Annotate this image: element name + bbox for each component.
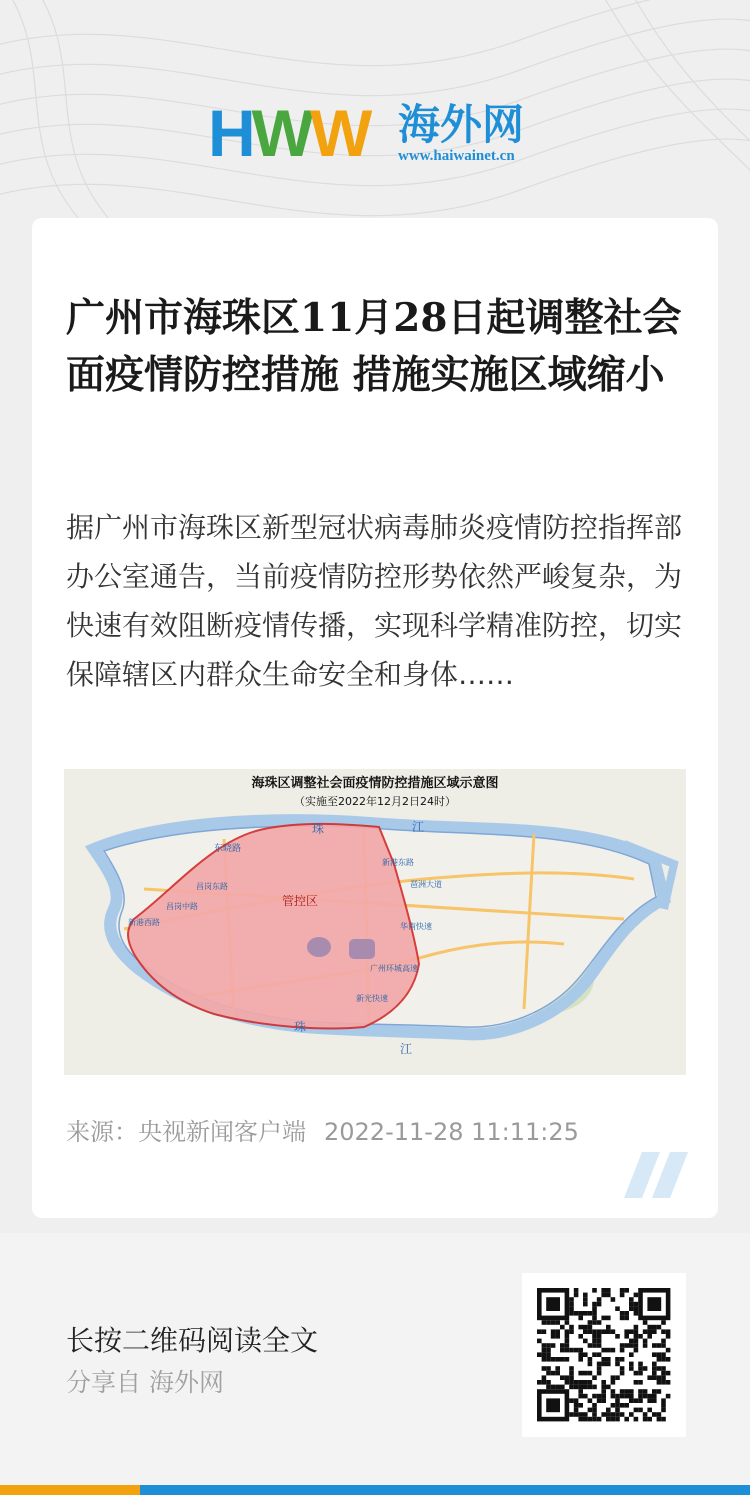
article-source: 来源：央视新闻客户端 [66,1118,306,1146]
article-datetime: 2022-11-28 11:11:25 [324,1118,579,1146]
map-label-river-zhu-top: 珠 [312,822,325,836]
map-label-river-jiang-bottom: 江 [400,1042,413,1056]
map-label-huanan: 华南快速 [400,922,432,931]
share-footer [0,1233,750,1485]
map-label-xinguang: 新光快速 [356,994,388,1003]
logo-letter-w1: W [251,96,310,170]
map-title: 海珠区调整社会面疫情防控措施区域示意图 [251,776,499,791]
map-label-changgang-east: 昌岗东路 [196,882,228,891]
qr-code[interactable] [522,1273,686,1437]
map-zone-label: 管控区 [282,894,319,908]
map-label-dongxiao: 东晓路 [214,844,242,854]
site-logo [208,96,548,170]
map-label-river-zhu-bottom: 珠 [294,1020,307,1034]
map-label-pazhou: 琶洲大道 [410,880,442,889]
map-label-xingang-east: 新港东路 [382,858,414,867]
article-meta [66,1112,597,1147]
quote-mark-icon [624,1152,688,1198]
article-map-image [64,769,686,1075]
share-source: 分享自 海外网 [66,1368,224,1397]
article-card[interactable] [32,218,718,1218]
logo-brand-name: 海外网 [398,100,525,149]
bottom-accent-bar [0,1485,750,1495]
logo-url: www.haiwainet.cn [398,148,515,164]
qr-code-icon [522,1273,686,1437]
map-graphic [64,769,686,1075]
map-label-changgang: 昌岗中路 [166,902,198,911]
map-label-ring: 广州环城高速 [370,964,418,973]
logo-letter-h: H [208,96,252,170]
logo-letters [208,96,369,170]
qr-instruction: 长按二维码阅读全文 [66,1324,319,1357]
map-subtitle: （实施至2022年12月2日24时） [294,795,456,808]
map-label-river-jiang-top: 江 [412,820,425,834]
article-title: 广州市海珠区11月28日起调整社会面疫情防控措施 措施实施区域缩小 [66,295,682,398]
logo-letter-w2: W [309,96,369,170]
article-summary: 据广州市海珠区新型冠状病毒肺炎疫情防控指挥部办公室通告，当前疫情防控形势依然严峻复杂，为快速有效阻断疫情传播，实现科学精准防控，切实保障辖区内群众生命安全和身体…… [66,511,683,691]
map-label-xingang-west: 新港西路 [128,918,160,927]
